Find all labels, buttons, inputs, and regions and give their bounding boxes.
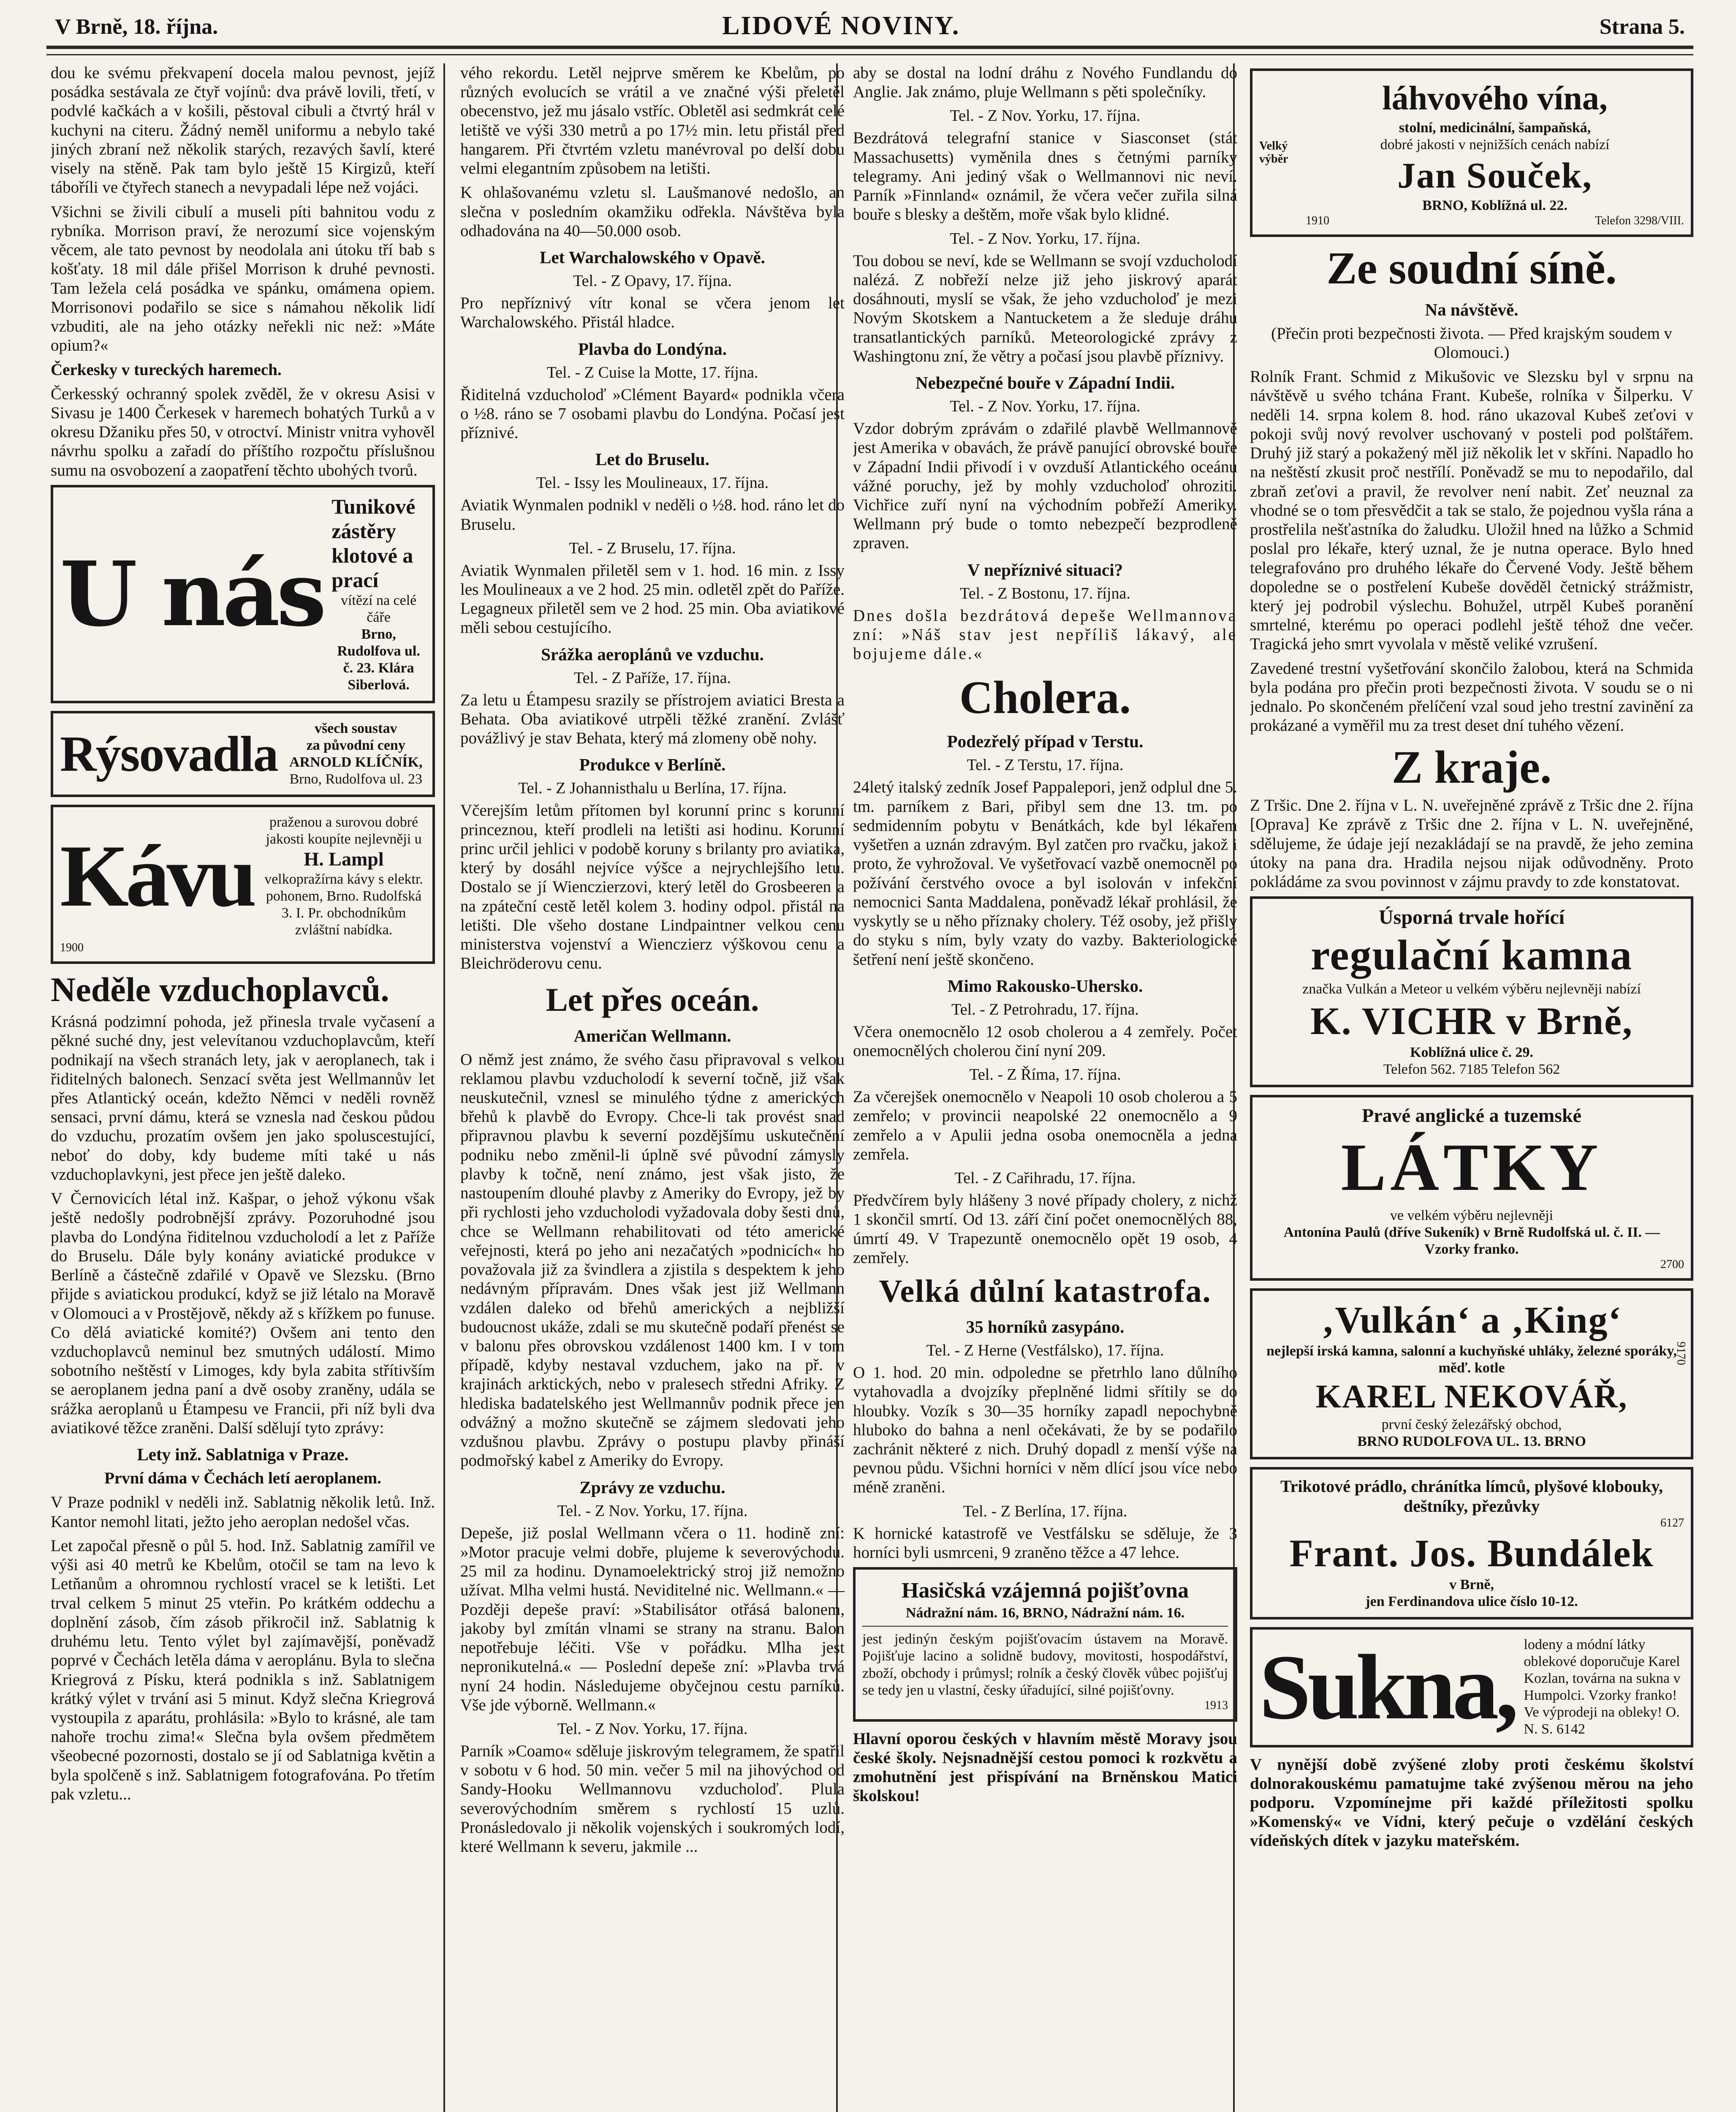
subheading: Srážka aeroplánů ve vzduchu. [541, 644, 764, 664]
ad-address: Brno, Rudolfova ul. 23 [289, 771, 422, 787]
ad-title: regulační kamna [1310, 931, 1633, 979]
subheading: Podezřelý případ v Terstu. [947, 732, 1144, 751]
ad-fabrics [1250, 1095, 1693, 1281]
ad-sub: dobré jakosti v nejnižších cenách nabízí [1380, 137, 1610, 153]
dateline: Tel. - Z Nov. Yorku, 17. října. [557, 1502, 748, 1520]
article-paragraph: Z Tršic. Dne 2. října v L. N. uveřejněné zprávě z Tršic dne 2. října [Oprava] Ke zprávě z Tršic dne 2. října v L. N. uveřejněné, sdělujeme, že údaje její nezakládají se na pravdě, že jeho zemina útoky na pana dra. Hradila nejsou nijak odůvodněny. Proto pokládáme za svou povinnost v zájmu pravdy to zde konstatovat. [1250, 796, 1693, 891]
ad-line: všech soustav [314, 720, 397, 736]
dateline: Tel. - Z Paříže, 17. října. [574, 669, 731, 687]
dateline: Tel. - Z Cařihradu, 17. října. [954, 1169, 1136, 1187]
ad-line: za původní ceny [306, 737, 405, 753]
ad-line: praženou a surovou dobré jakosti koupíte nejlevněji u [266, 814, 422, 847]
subheading: Plavba do Londýna. [578, 339, 727, 359]
masthead-rule [46, 46, 1693, 49]
article-paragraph: O 1. hod. 20 min. odpoledne se přetrhlo lano důlního vytahovadla a dvojzíky přeplněné lidmi sřítily se do hloubky. Vozík s 30—35 horníky zapadl nepochybně hluboko do bahna a nenl očekávati, že by se podařilo zachránit některé z nich. Druhý dopadl z menší výše na pevnou půdu. Všichni horníci v něm dlící jsou více nebo méně zraněni. [853, 1364, 1237, 1497]
ad-tunics [51, 485, 435, 703]
subheading: Čerkesky v tureckých haremech. [51, 360, 282, 379]
ad-phone: Telefon 3298/VIII. [1595, 214, 1684, 228]
ad-firm: KAREL NEKOVÁŘ, [1315, 1378, 1628, 1415]
article-paragraph: Všichni se živili cibulí a museli píti bahnitou vodu z rybníka. Morrison praví, že nerozumí sice vojenským věcem, ale tato pevnost by neodolala ani útoku tří bab s košťaty. 18 mil dále přišel Morrison k druhé pevnosti. Tam ležela celá posádka ve spánku, omámena opiem. Morrisonovi podařilo se sice s námahou několik lidí vzbuditi, ale na jeho otázky neřekli nic než: »Máte opium?« [51, 202, 435, 355]
subheading: V nepříznivé situaci? [967, 560, 1123, 580]
subheading: Zprávy ze vzduchu. [579, 1477, 725, 1497]
article-paragraph: Včera onemocnělo 12 osob cholerou a 4 zemřely. Počet onemocnělých cholerou činí nyní 209. [853, 1022, 1237, 1060]
ad-address: BRNO RUDOLFOVA UL. 13. BRNO [1357, 1434, 1586, 1450]
ad-divider [862, 1626, 1228, 1627]
article-paragraph: V Praze podnikl v neděli inž. Sablatnig několik letů. Inž. Kantor nemohl litati, ježto jeho aeroplan nedošel včas. [51, 1493, 435, 1531]
subheading: Let do Bruselu. [595, 449, 709, 469]
article-paragraph: 24letý italský zedník Josef Pappalepori, jenž odplul dne 5. tm. parníkem z Bari, přibyl sem dne 13. tm. po sedmidenním pobytu v Benátkách, kde byl lékařem vyšetřen a uznán zdravým. Byl zatčen pro rvačku, jakož i proto, že vyhrožoval. Ve vyšetřovací vazbě onemocněl po požívání čerstvého ovoce a byl isolován v infekční nemocnici Santa Maddalena, poněvadž lékař prohlásil, že vyskytly se u něho příznaky cholery. Též osoby, jež přišly do styku s ním, byly vzaty do vazby. Bakteriologické šetření není ještě skončeno. [853, 778, 1237, 969]
ad-address: Koblížná ulice č. 29. [1410, 1045, 1533, 1061]
ad-line: velkopražírna kávy s elektr. pohonem, Brno. Rudolfská 3. I. Pr. obchodníkům zvláštní nabídka. [264, 871, 423, 938]
ad-firm: Antonína Paulů (dříve Sukeník) v Brně Rudolfská ul. č. II. — Vzorky franko. [1283, 1224, 1660, 1257]
ad-number: 9170 [1674, 1341, 1687, 1365]
article-paragraph: Dnes došla bezdrátová depeše Wellmannova zní: »Náš stav jest nepříliš lákavý, ale bojujeme dále.« [853, 606, 1237, 663]
masthead-title: LIDOVÉ NOVINY. [722, 11, 960, 40]
dateline: Tel. - Z Berlína, 17. října. [963, 1502, 1127, 1520]
dateline: Tel. - Z Herne (Vestfálsko), 17. října. [926, 1342, 1164, 1360]
article-paragraph: Zavedené trestní vyšetřování skončilo žalobou, která na Schmida byla podána pro přečin proti bezpečnosti života. V soudu se o ni jednalo. Po skončeném přelíčení vzal soud jeho trestní zavinění za prokázané a vyměřil mu za trest deset dní tuhého vězení. [1250, 659, 1693, 735]
masthead-date: V Brně, 18. října. [55, 15, 218, 39]
ad-year: 1900 [60, 941, 84, 954]
article-paragraph: K ohlašovanému vzletu sl. Laušmanové nedošlo, an slečna v posledním okamžiku odřekla. Návštěva byla odhadována na 40—50.000 osob. [460, 183, 845, 240]
article-paragraph: Parník »Coamo« sděluje jiskrovým telegramem, že spatřil v sobotu v 6 hod. 50 min. večer 5 mil na jihovýchod od Sandy-Hooku Wellmannovu vzducholoď. Plula severovýchodním směrem s rychlostí 15 uzlů. Pronásledovalo ji několik vojenských i soukromých lodí, které Wellmann k severu, jakmile ... [460, 1742, 845, 1856]
ad-big-text: Rýsovadla [60, 725, 278, 782]
ad-sub: nejlepší irská kamna, salonní a kuchyňské uhláky, železné sporáky, měď. kotle [1266, 1343, 1677, 1376]
ad-firm: ARNOLD KLÍČNÍK, [289, 754, 423, 770]
ad-body: lodeny a módní látky oblekové doporučuje Karel Kozlan, továrna na sukna v Humpolci. Vzorky franko! Ve výprodeji na obleky! O. N. S. 6142 [1524, 1636, 1681, 1737]
dateline: Tel. - Z Říma, 17. října. [969, 1066, 1121, 1084]
ad-firm: Frant. Jos. Bundálek [1289, 1531, 1654, 1575]
article-paragraph: Za včerejšek onemocnělo v Neapoli 10 osob cholerou a 5 zemřelo; v provincii neapolské 22 onemocnělo a 9 zemřelo a v Apulii jedna osoba onemocněla a jedna zemřela. [853, 1088, 1237, 1163]
article-title: Velká důlní katastrofa. [879, 1274, 1212, 1309]
ad-cloth [1250, 1627, 1693, 1747]
article-title: Cholera. [959, 672, 1131, 724]
subheading: Mimo Rakousko-Uhersko. [947, 976, 1143, 996]
article-paragraph: Včerejším letům přítomen byl korunní princ s korunní princeznou, kteří prodleli na letišti asi hodinu. Korunní princ určil jehlici v podobě koruny s brilanty pro aviatika, který by dosáhl nejvíce výšce a nejrychlejšího letu. Dostalo se jí Wienczierzovi, který letěl do Grosbeeren a na zpáteční cestě letěl kolem 3. hodiny odpol. přistál na letišti. Dle všeho dostane Lindpaintner velkou cenu ministerstva vojenství a Wienczierz výškovou cenu a Bleichröderovu cenu. [460, 801, 845, 973]
subheading: Američan Wellmann. [573, 1026, 731, 1045]
dateline: Tel. - Z Terstu, 17. října. [967, 756, 1124, 774]
ad-line: Úsporná trvale hořící [1379, 906, 1565, 929]
dateline: Tel. - Z Nov. Yorku, 17. října. [557, 1720, 748, 1738]
article-paragraph: K hornické katastrofě ve Vestfálsku se sděluje, že 3 horníci byli usmrceni, 9 zraněno těžce a 47 lehce. [853, 1524, 1237, 1562]
article-title: Z kraje. [1391, 741, 1552, 793]
dateline: Tel. - Z Johannisthalu u Berlína, 17. října. [518, 779, 787, 797]
dateline: Tel. - Z Opavy, 17. října. [573, 272, 732, 290]
dateline: Tel. - Z Nov. Yorku, 17. října. [950, 229, 1141, 248]
ad-sub: značka Vulkán a Meteor u velkém výběru nejlevněji nabízí [1302, 981, 1641, 997]
column-separator [443, 63, 445, 2112]
dateline: Tel. - Z Nov. Yorku, 17. října. [950, 397, 1141, 416]
ad-city: v Brně, [1449, 1576, 1494, 1592]
article-paragraph: Aviatik Wynmalen přiletěl sem v 1. hod. 16 min. z Issy les Moulineaux a ve 2 hod. 25 min. odletěl zpět do Paříže. Legagneux přiletěl sem ve 2 hod. 25 min. Oba aviatikové měli sebou cestujícího. [460, 561, 845, 637]
ad-drawing-sets [51, 711, 435, 797]
masthead [46, 0, 1693, 51]
ad-phone: Telefon 562. 7185 Telefon 562 [1383, 1061, 1560, 1078]
ad-title: Hasičská vzájemná pojišťovna [901, 1579, 1189, 1603]
article-paragraph: Řiditelná vzducholoď »Clément Bayard« podnikla včera o ½8. ráno se 7 osobami plavbu do Londýna. Počasí jest příznivé. [460, 385, 845, 442]
article-paragraph: V Černovicích létal inž. Kašpar, o jehož výkonu však ještě nedošly podrobnější zprávy. Pozoruhodné jsou plavba do Londýna řiditelnou vzducholodí a let z Paříže do Bruselu. Dále byly konány aviatické produkce v Berlíně a částečně zdařilé v Opavě ve Slezsku. (Brno přijde s aviatickou produkcí, když se již létalo na Moravě v Olomouci a v Prostějově, někdy až s křížkem po funuse. Co dělá aviatické komité?) Ovšem ani tento den vzduchoplavců neminul bez smutných událostí. Mimo sobotního neštěstí v Limoges, kdy byla zabita střítivším se aeroplanem jedna paní a dvě osoby zraněny, udála se srážka aeroplanů u Étampesu ve Francii, při níž byli dva aviatikové těžce zraněni. Další sdělují tyto zprávy: [51, 1189, 435, 1437]
ad-address: jen Ferdinandova ulice číslo 10-12. [1365, 1593, 1578, 1609]
ad-insurance [853, 1567, 1237, 1722]
ad-title: láhvového vína, [1382, 80, 1608, 117]
ad-address: Nádražní nám. 16, BRNO, Nádražní nám. 16. [905, 1605, 1185, 1621]
subheading: První dáma v Čechách letí aeroplanem. [104, 1469, 381, 1488]
dateline: Tel. - Z Nov. Yorku, 17. října. [950, 107, 1141, 125]
closing-note: Hlavní oporou českých v hlavním městě Moravy jsou české školy. Nejsnadnější cestou pomoci k rozkvětu a zmohutnění jest přispívání na Brněnskou Matici školskou! [853, 1729, 1237, 1805]
column-4 [1250, 63, 1693, 2112]
article-paragraph: dou ke svému překvapení docela malou pevnost, jejíž posádka sestávala ze čtyř vojínů: dva právě lovili, třetí, v podvlé kačkách a v košili, pěstoval cibuli a čtvrtý hrál v kuchyni na citeru. Žádný neměl uniformu a nebylo také jiných zbraní než několik starých, rezavých šavlí, které visely na stěně. Pak tam bylo ještě 15 Kirgizů, kteří táboříli ve čtyřech stanech a nevypadali lépe než vojáci. [51, 64, 435, 197]
ad-underwear [1250, 1467, 1693, 1619]
ad-sub: první český železářský obchod, [1381, 1417, 1562, 1433]
ad-tag: Velký výběr [1259, 139, 1288, 166]
ad-body: jest jedinýn českým pojišťovacím ústavem na Moravě. Pojišťuje lacino a solidně budovy, movitosti, hospodářství, zboží, obchody i průmysl; rolník a český člověk vůbec pojišťuj se tedy jen u vlastní, česky úřadující, silné pojišťovny. [862, 1631, 1228, 1698]
article-lead: (Přečin proti bezpečnosti života. — Před krajským soudem v Olomouci.) [1271, 324, 1672, 362]
ad-number: 6127 [1660, 1516, 1684, 1530]
article-paragraph: Vzdor dobrým zprávám o zdařilé plavbě Wellmannově jest Amerika v obavách, že právě panující obrovské bouře v Západní Indii přivodí i v ovzduší Atlantického oceánu vážné poruchy, jež by mohly vzducholoď ohroziti. Vichřice zuří nyní na východním pobřeží Ameriky. Wellmann prý bude o tomto nebezpečí bezprodleně zpraven. [853, 419, 1237, 552]
article-paragraph: aby se dostal na lodní dráhu z Nového Fundlandu do Anglie. Jak známo, pluje Wellmann s pěti společníky. [853, 64, 1237, 101]
masthead-page: Strana 5. [1599, 15, 1685, 39]
ad-heading: Tunikové zástěry klotové a prací [331, 494, 416, 592]
ad-title: LÁTKY [1341, 1129, 1603, 1205]
ad-address: Brno, Rudolfova ul. č. 23. Klára Siberlová. [337, 626, 420, 693]
subheading: 35 horníků zasypáno. [966, 1317, 1125, 1337]
ad-title: ‚Vulkán‘ a ‚King‘ [1321, 1299, 1622, 1341]
subheading: Na návštěvě. [1425, 299, 1519, 319]
ad-big-text: U nás [60, 542, 323, 646]
ad-vulkan [1250, 1288, 1693, 1459]
dateline: Tel. - Z Cuise la Motte, 17. října. [546, 363, 758, 381]
subheading: Lety inž. Sablatniga v Praze. [137, 1445, 349, 1464]
article-title: Ze soudní síně. [1326, 243, 1617, 294]
ad-stoves [1250, 896, 1693, 1087]
masthead-rule-thin [46, 54, 1693, 55]
ad-line: vítězí na celé čáře [340, 592, 417, 626]
ad-year: 1913 [1204, 1698, 1228, 1712]
article-paragraph: Tou dobou se neví, kde se Wellmann se svojí vzducholodí nalézá. Z nobřeží nelze již jeho jiskrový aparát dosáhnouti, myslí se však, že jeho vzducholoď je mezi Novým Skotskem a Nantucketem a že sleduje dráhu transatlantických parníků. Meteorologické zprávy z Washingtonu zní, že větry a počasí jsou plavbě příznivy. [853, 251, 1237, 365]
ad-line: Pravé anglické a tuzemské [1362, 1105, 1581, 1127]
article-paragraph: Předvčírem byly hlášeny 3 nové případy cholery, z nichž 1 skončil smrtí. Od 13. září činí počet onemocnělých 88, úmrtí 49. V Trapezuntě onemocnělo opět 19 osob, 4 zemřely. [853, 1191, 1237, 1267]
article-paragraph: Aviatik Wynmalen podnikl v neděli o ½8. hod. ráno let do Bruselu. [460, 496, 845, 533]
ad-big-text: Kávu [60, 827, 254, 925]
column-1 [51, 63, 435, 2112]
article-paragraph: Rolník Frant. Schmid z Mikušovic ve Slezsku byl v srpnu na návštěvě u svého tchána Frant. Kubeše, rolníka v Šilperku. V neděli 14. srpna kolem 8. hod. ráno ukazoval Kubeš zeťovi v pokoji svůj nový revolver uschovaný v posteli pod polštářem. Druhý již starý a pokažený měl již několik let v skříni. Napadlo ho na neštěstí zkusit proč nestřílí. Poněvadž se mu to nepodařilo, dal zbraň zeťovi a pravil, že revolver není nabit. Zeť neuznal za vhodné se o tom přesvědčit a tak se stalo, že pojednou vyšla rána a prostřelila nešťastníka do žaludku. Uložil hned na lůžko a Schmid poslal pro lékaře, který uznal, že je nutna operace. Bylo hned telegrafováno pro druhého lékaře do Červené Vody. Ještě během dopoledne se o postřelení Kubeše dověděl četnický strážmistr, který jej podrobil výslechu. Bohužel, utrpěl Kubeš poranění smrtelné, kterému po operaci podlehl ještě téhož dne večer. Tragická jeho smrt vyvolala v městě veliké vzrušení. [1250, 367, 1693, 653]
article-title: Let přes oceán. [546, 981, 759, 1018]
closing-note: V nynější době zvýšené zloby proti českému školství dolnorakouskému pamatujme také zvýšenou měrou na jeho podporu. Vzpomínejme při každé příležitosti spolku »Komenský« ve Vídni, který pečuje o vzdělání českých vídeňských dítek v jazyku mateřském. [1250, 1755, 1693, 1850]
ad-sub: stolní, medicinální, šampaňská, [1399, 120, 1591, 136]
article-paragraph: Depeše, již poslal Wellmann včera o 11. hodině zní: »Motor pracuje velmi dobře, plujeme k severovýchodu. 25 mil za hodinu. Dynamoelektrický stroj již nemožno užívat. Mlha velmi hustá. Neviditelné nic. Wellmann.« — Později depeše praví: »Stabilisátor otřásá balonem, jakoby byl zmítán vlnami se strany na stranu. Balon nepotřebuje léčiti. Vše v pořádku. Mlha jest nepronikutelná.« — Poslední depeše zní: »Plavba trvá nyní 24 hodin. Následujeme obyčejnou cestu parníků. Vše jde výborně. Wellmann.« [460, 1524, 845, 1714]
ad-number: 2700 [1660, 1257, 1684, 1271]
article-paragraph: Pro nepříznivý vítr konal se včera jenom let Warchalowského. Přistál hladce. [460, 294, 845, 332]
article-paragraph: Krásná podzimní pohoda, jež přinesla trvale vyčasení a pěkné suché dny, jest velevítanou vzduchoplavcům, kteří podnikají na všech stranách lety, jak v aeroplanech, tak i řiditelných balonech. Senzací světa jest Wellmannův let přes Atlantický oceán, kdežto Němci v neděli rovněž sensaci, první dámu, která se vznesla nad českou půdou do vzduchu, prozatím ovšem jen jako spoluscestující, neboť do doby, kdy budeme míti také u nás vzduchoplavkyni, jest přece jen ještě daleko. [51, 1012, 435, 1184]
dateline: Tel. - Issy les Moulineaux, 17. října. [536, 474, 769, 492]
subheading: Nebezpečné bouře v Západní Indii. [916, 373, 1175, 393]
subheading: Produkce v Berlíně. [579, 755, 726, 775]
dateline: Tel. - Z Petrohradu, 17. října. [951, 1000, 1139, 1018]
ad-wine [1250, 68, 1693, 237]
article-paragraph: Za letu u Étampesu srazily se přístrojem aviatici Bresta a Behata. Oba aviatikové utrpěli těžké zranění. Zvlášť povážlivý je stav Behata, který má zlomeny obě nohy. [460, 691, 845, 748]
article-paragraph: O němž jest známo, že svého času připravoval s velkou reklamou plavbu vzducholodí k severní točně, již však neuskutečnil, vznesl se minulého týdne z amerických břehů k plavbě do Evropy. Chce-li tak provést snad připravnou plavbu k severní pozdějšímu uskutečnění podniku nebo změnil-li úplně své původní zámysly plavby k točně, není známo, jest však jisto, že nastoupením dlouhé plavby z Ameriky do Evropy, jež by při rychlosti jeho vzducholodi vyžadovala doby šesti dnů, chce se Wellmann rehabilitovati od této americké veřejnosti, která po jeho ani nezačatých »podnicích« ho považovala již za švindlera a zjistila s despektem k jeho nedávným přípravám. Dnes však jest již Wellmann vzdálen daleko od břehů amerických a nejbližší budoucnost ukáže, zdali se mu skutečně podaří přenést se v balonu přes obrovskou vzdálenost 1400 km. I v tom případě, kdyby nestaval vzduchem, jako na př. v krajinách arktických, nebo v pralesech středni Afriky. Z hlediska badatelského jest Wellmannův podnik přece jen odvážný a možno skutečně se zájmem sledovati jeho vzdušnou plavbu. Zprávy o postupu plavby přináší podmořský kabel z Ameriky do Evropy. [460, 1050, 845, 1470]
article-paragraph: Bezdrátová telegrafní stanice v Siasconset (stát Massachusetts) vyměnila dnes s četnými parníky telegramy. Ani jediný však o Wellmannovi nic neví. Parník »Finnland« oznámil, že včera večer zuřila silná bouře s blesky a deštěm, moře však bylo klidné. [853, 129, 1237, 224]
ad-year: 1910 [1306, 214, 1329, 228]
ad-sub: ve velkém výběru nejlevněji [1390, 1207, 1554, 1223]
dateline: Tel. - Z Bostonu, 17. října. [960, 584, 1130, 602]
article-title: Neděle vzduchoplavců. [51, 970, 389, 1009]
dateline: Tel. - Z Bruselu, 17. října. [569, 539, 736, 557]
ad-line: Trikotové prádlo, chránítka límců, plyšové klobouky, deštníky, přezůvky [1280, 1477, 1663, 1516]
ad-firm: H. Lampl [304, 848, 384, 870]
subheading: Let Warchalowského v Opavě. [540, 248, 765, 267]
ad-address: BRNO, Koblížná ul. 22. [1422, 198, 1568, 214]
ad-big-text: Sukna, [1259, 1636, 1516, 1739]
article-paragraph: Let započal přesně o půl 5. hod. Inž. Sablatnig zamířil ve výši asi 40 metrů ke Kbelům, otočil se tam na levo k Letňanům a ohromnou rychlostí vracel se k letišti. Let trval celkem 5 minut 25 vteřin. Po krátkém oddechu a doplnění zásob, čím zásob přikročil inž. Sablatnig k druhému letu. Tento výlet byl zajímavější, poněvadž poprvé v Čechách letěla dáma v aeroplánu. Byla to slečna Kriegrová z Písku, která podnikla s inž. Sablatnigem krátký výlet v trvání asi 5 minut. Když slečna Kriegrová vystoupila z aparátu, prohlásila: »Bylo to krásné, ale tam nahoře trochu zima!« Slečna byla ovšem předmětem všeobecné pozornosti, dostalo se jí od Sablatniga květin a byla spolčeně s inž. Sablatnigem fotografována. Po třetím pak vzletu... [51, 1536, 435, 1803]
article-paragraph: vého rekordu. Letěl nejprve směrem ke Kbelům, po různých evolucích se vrátil a ve značné výši přeletěl obecenstvo, jež mu jásalo vstříc. Obletěl asi sedmkrát celé letiště ve výši 330 metrů a po 17½ min. letu přistál před hangarem. Při čtvrtém vzletu manévroval po delší dobu velmi elegantním způsobem na letišti. [460, 64, 845, 178]
column-2 [460, 63, 845, 2112]
ad-firm: K. VICHR v Brně, [1310, 999, 1633, 1043]
column-3 [853, 63, 1237, 2112]
article-paragraph: Čerkesský ochranný spolek zvěděl, že v okresu Asisi v Sivasu je 1400 Čerkesek v haremech bohatých Turků a v okresu Džaniku přes 50, v otroctví. Ministr vnitra vyhověl návrhu spolku a zařadí do příštího rozpočtu příslušnou sumu na osvobození a zaopatření těchto ubohých tvorů. [51, 384, 435, 479]
ad-firm: Jan Souček, [1397, 155, 1592, 196]
ad-coffee [51, 805, 435, 964]
